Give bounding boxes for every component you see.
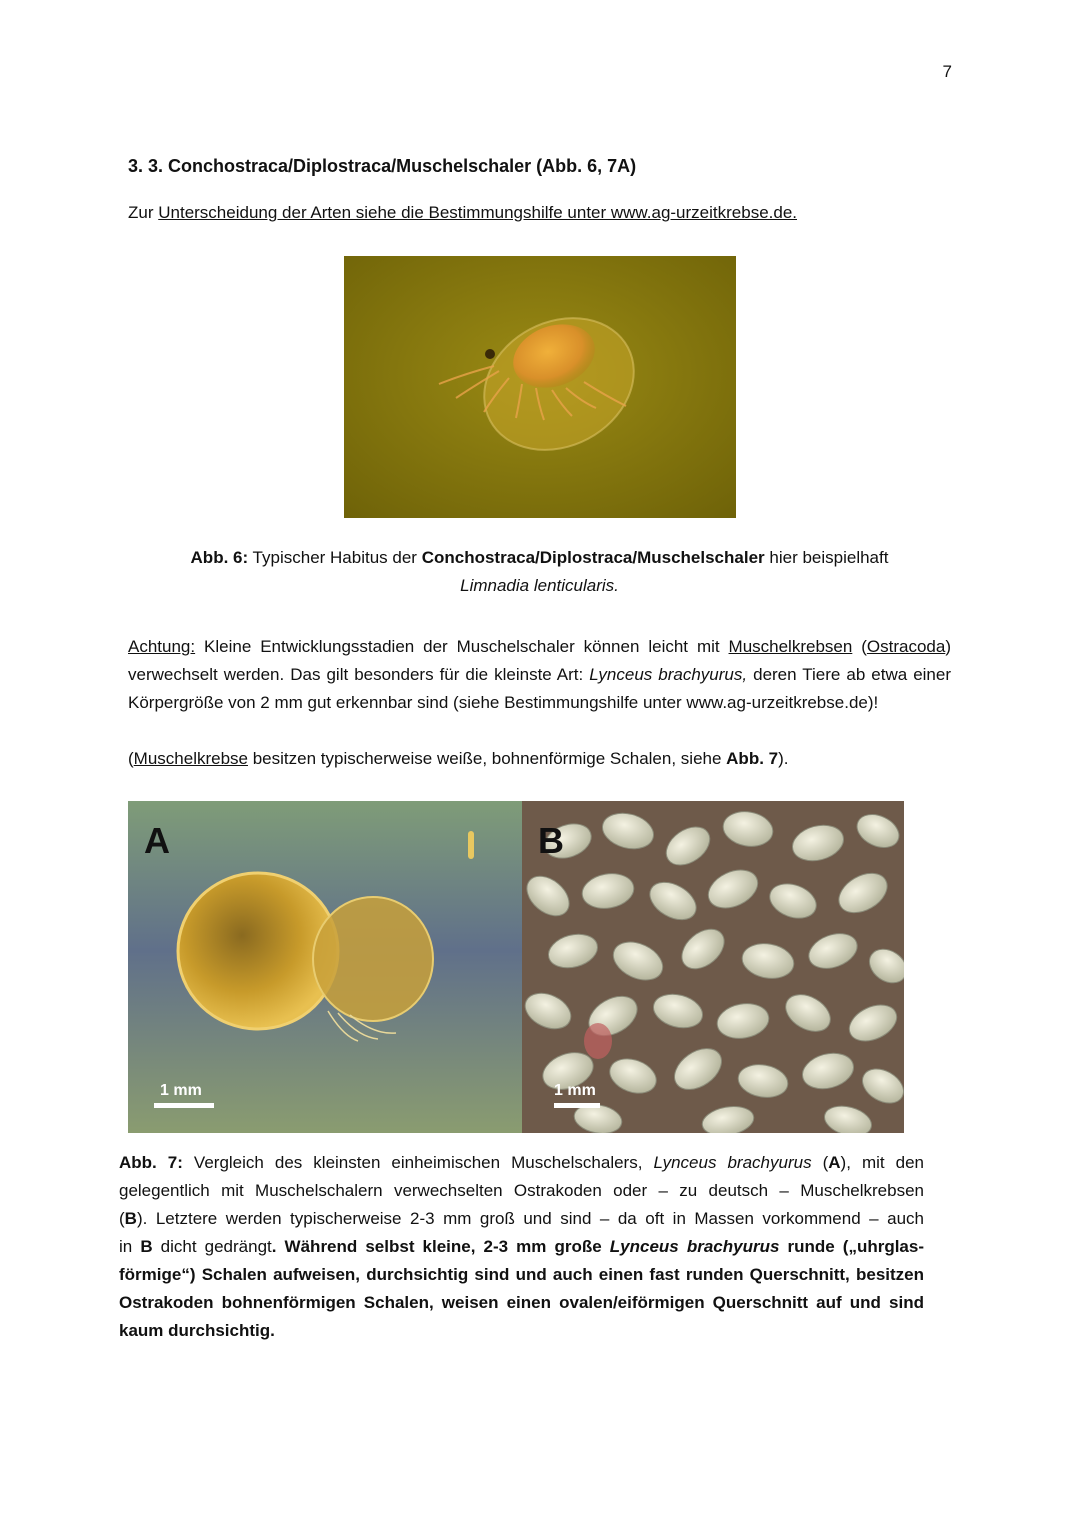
- intro-prefix: Zur: [128, 203, 159, 222]
- scale-bar-a-label: 1 mm: [160, 1082, 202, 1099]
- intro-link[interactable]: Unterscheidung der Arten siehe die Bestimmungshilfe unter www.ag-urzeitkrebse.de.: [158, 203, 798, 222]
- figure-6-caption: Abb. 6: Typischer Habitus der Conchostraca/Diplostraca/Muschelschaler hier beispielhaft Limnadia lenticularis.: [190, 548, 889, 595]
- scale-bar-a: [154, 1103, 214, 1108]
- panel-a-label: A: [144, 820, 170, 861]
- panel-b-label: B: [538, 820, 564, 861]
- warning-paragraph: Achtung: Kleine Entwicklungsstadien der Muschelschaler können leicht mit Muschelkrebsen (Ostracoda) verwechselt werden. Das gilt besonders für die kleinste Art: Lynceus brachyurus, deren Tiere ab etwa einer Körpergröße von 2 mm gut erkennbar sind (siehe Bestimmungshilfe unter www.ag-urzeitkrebse.de)!: [128, 637, 951, 712]
- figure-7-caption: Abb. 7: Vergleich des kleinsten einheimischen Muschelschalers, Lynceus brachyurus (A), mit den gelegentlich mit Muschelschalern verwechselten Ostrakoden oder – zu deutsch – Muschelkrebsen (B). Letztere werden typischerweise 2-3 mm groß und sind – da oft in Massen vorkommend – auch in B dicht gedrängt. Während selbst kleine, 2-3 mm große Lynceus brachyurus runde („uhrglas- förmige“) Schalen aufweisen, durchsichtig sind und auch einen fast runden Querschnitt, besitzen Ostrakoden bohnenförmigen Schalen, weisen einen ovalen/eiförmigen Querschnitt auf und sind kaum durchsichtig.: [119, 1153, 925, 1340]
- scale-bar-b: [554, 1103, 600, 1108]
- figure-7-photo: [128, 801, 904, 1133]
- figure-6-photo: [344, 256, 736, 518]
- section-heading: 3. 3. Conchostraca/Diplostraca/Muschelschaler (Abb. 6, 7A): [128, 156, 637, 176]
- caption-species: Limnadia lenticularis.: [460, 576, 619, 595]
- page-number: 7: [942, 62, 952, 81]
- note-paragraph: (Muschelkrebse besitzen typischerweise weiße, bohnenförmige Schalen, siehe Abb. 7).: [128, 749, 789, 768]
- scale-bar-b-label: 1 mm: [554, 1082, 596, 1099]
- caption-label: Abb. 6:: [190, 548, 249, 567]
- caption-taxon: Conchostraca/Diplostraca/Muschelschaler: [421, 548, 765, 567]
- intro-line: [128, 199, 797, 227]
